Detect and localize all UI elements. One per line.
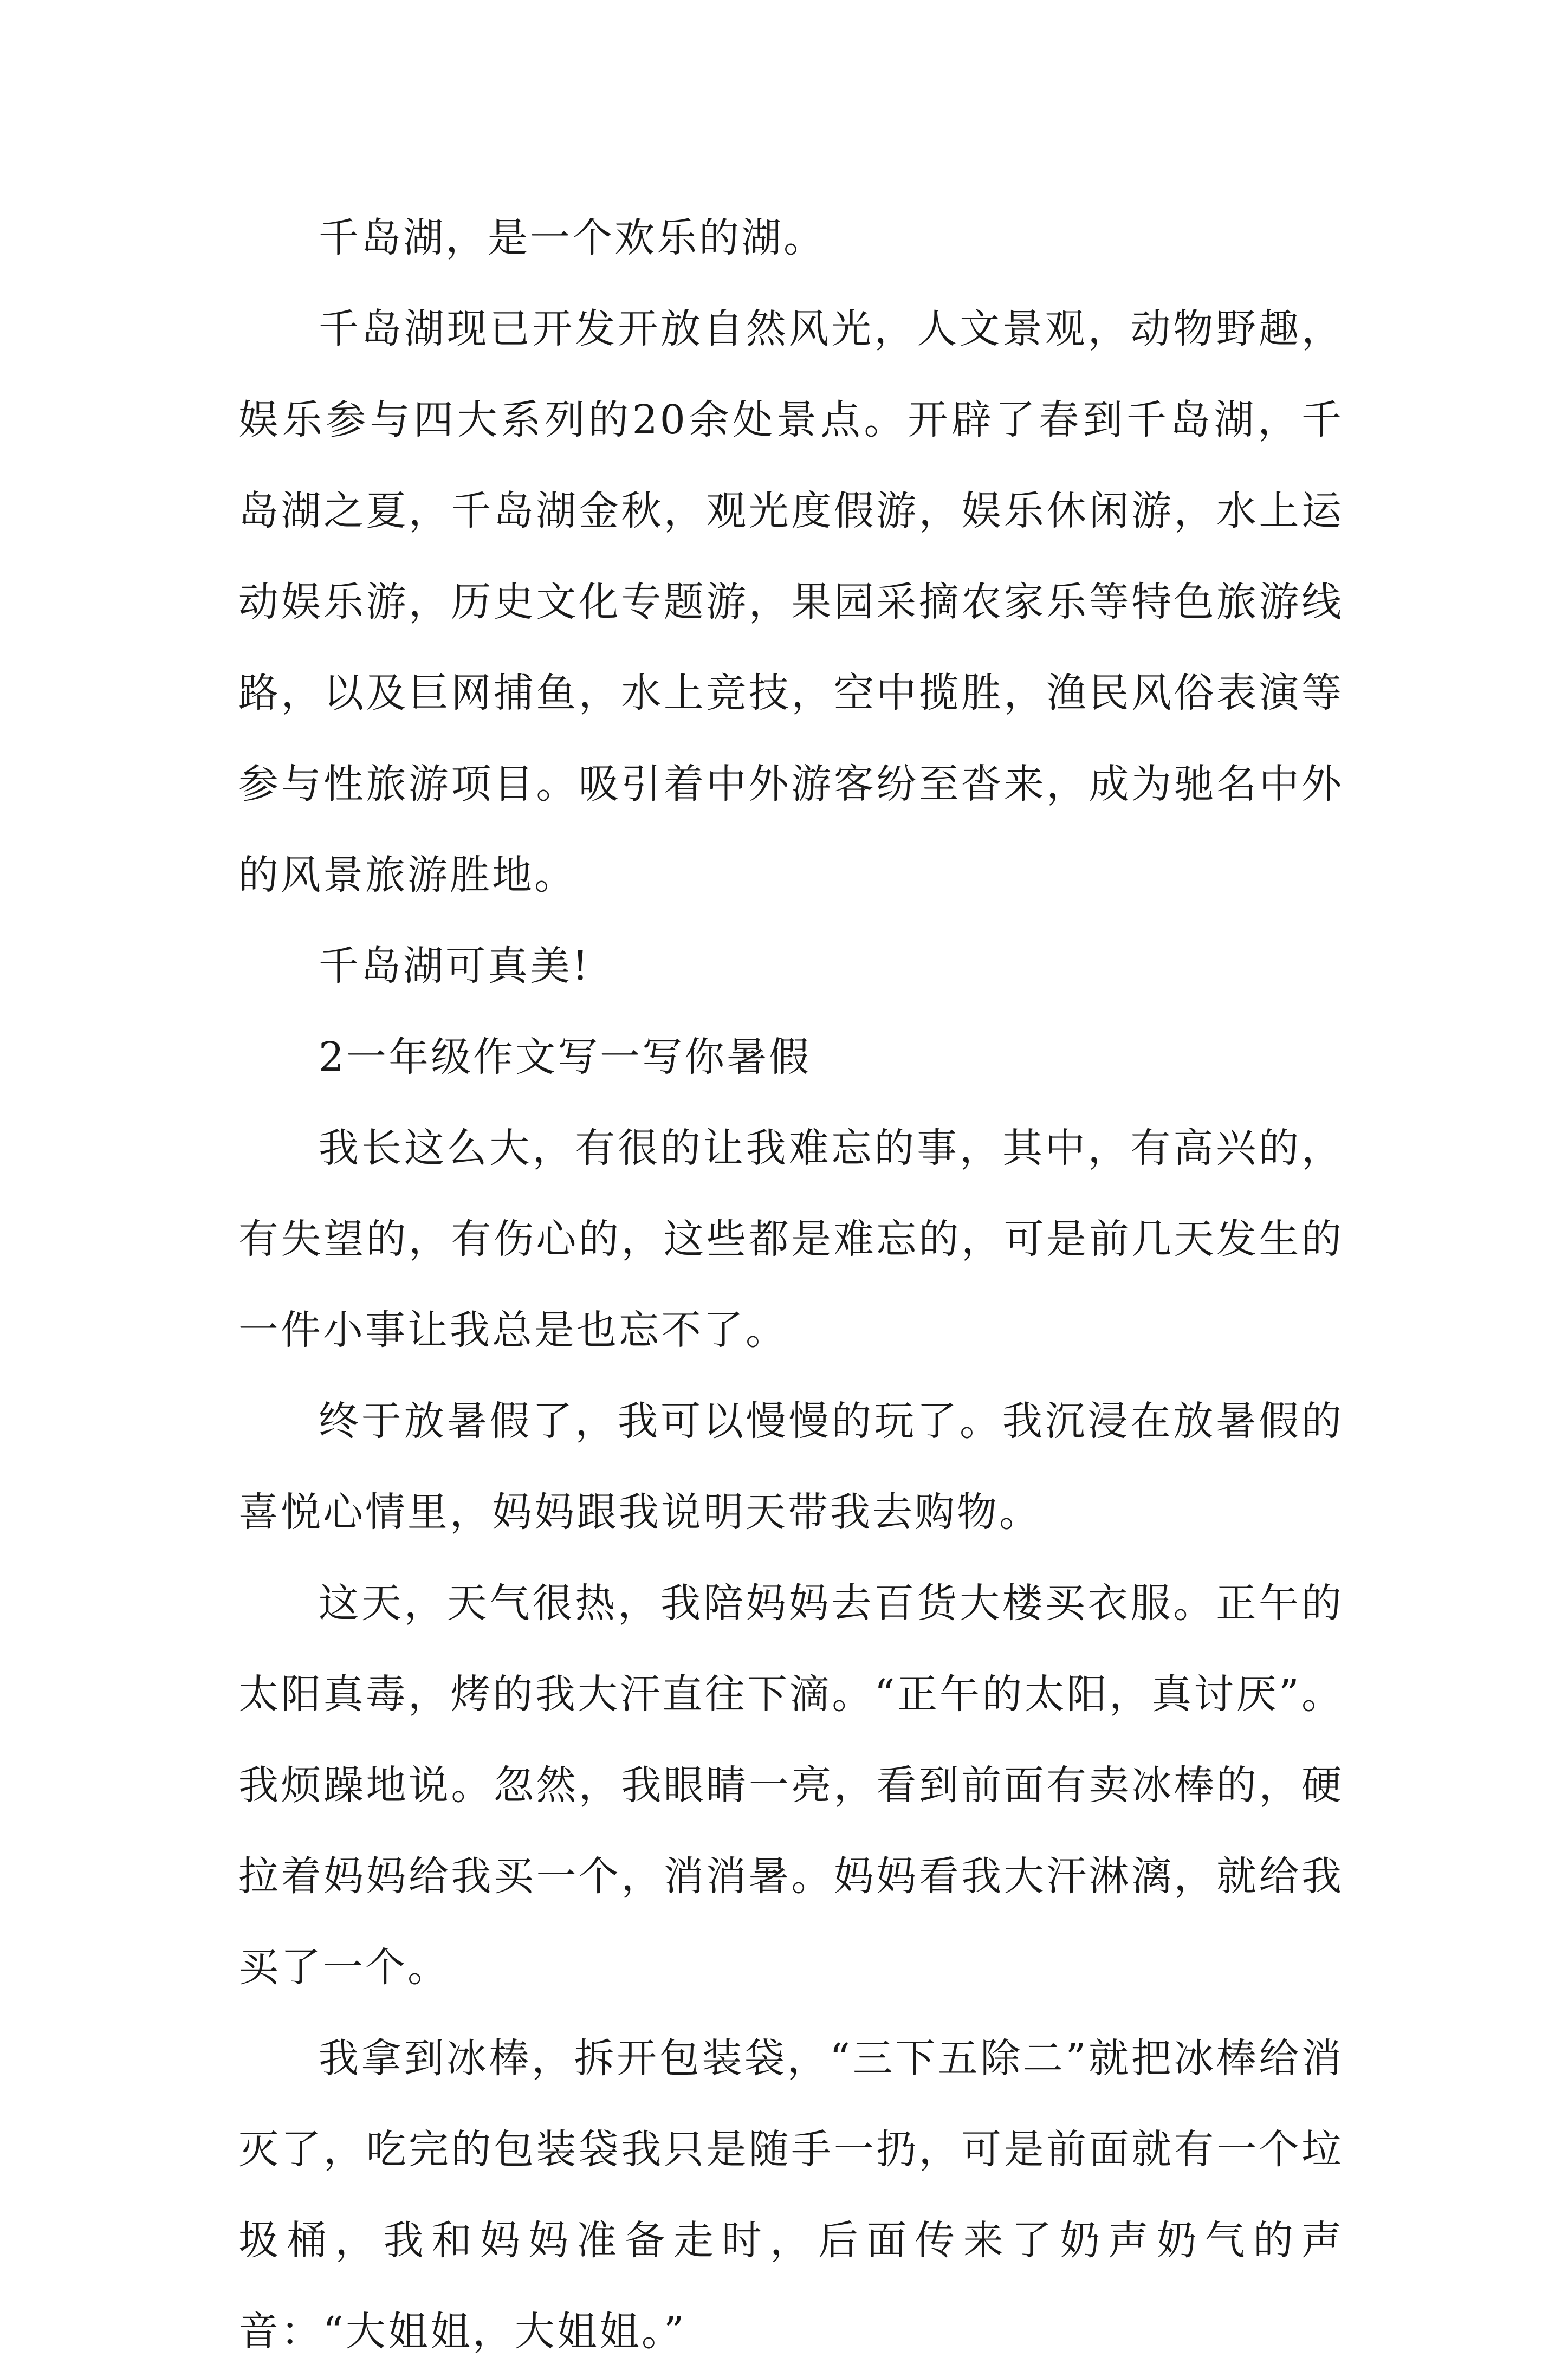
paragraph-ice-pop: 我拿到冰棒，拆开包装袋，“三下五除二”就把冰棒给消灭了，吃完的包装袋我只是随手一扔，可是前面就有一个垃圾桶，我和妈妈准备走时，后面传来了奶声奶气的声音：“大姐姐，大姐姐。” bbox=[238, 2035, 1344, 2355]
paragraph-intro: 千岛湖，是一个欢乐的湖。 bbox=[319, 215, 826, 261]
paragraph-memorable: 我长这么大，有很的让我难忘的事，其中，有高兴的，有失望的，有伤心的，这些都是难忘的，可是前几天发生的一件小事让我总是也忘不了。 bbox=[238, 1125, 1344, 1353]
paragraph-beautiful: 千岛湖可真美! bbox=[319, 943, 591, 989]
essay-body bbox=[238, 192, 1344, 2377]
paragraph-hot-day: 这天，天气很热，我陪妈妈去百货大楼买衣服。正午的太阳真毒，烤的我大汗直往下滴。“正午的太阳，真讨厌”。我烦躁地说。忽然，我眼睛一亮，看到前面有卖冰棒的，硬拉着妈妈给我买一个，消消暑。妈妈看我大汗淋漓，就给我买了一个。 bbox=[238, 1580, 1344, 1991]
essay-heading: 2一年级作文写一写你暑假 bbox=[319, 1034, 812, 1080]
paragraph-summer-break: 终于放暑假了，我可以慢慢的玩了。我沉浸在放暑假的喜悦心情里，妈妈跟我说明天带我去购物。 bbox=[238, 1398, 1344, 1536]
paragraph-scenic-spots: 千岛湖现已开发开放自然风光，人文景观，动物野趣，娱乐参与四大系列的20余处景点。开辟了春到千岛湖，千岛湖之夏，千岛湖金秋，观光度假游，娱乐休闲游，水上运动娱乐游，历史文化专题游，果园采摘农家乐等特色旅游线路，以及巨网捕鱼，水上竞技，空中揽胜，渔民风俗表演等参与性旅游项目。吸引着中外游客纷至沓来，成为驰名中外的风景旅游胜地。 bbox=[238, 306, 1344, 898]
